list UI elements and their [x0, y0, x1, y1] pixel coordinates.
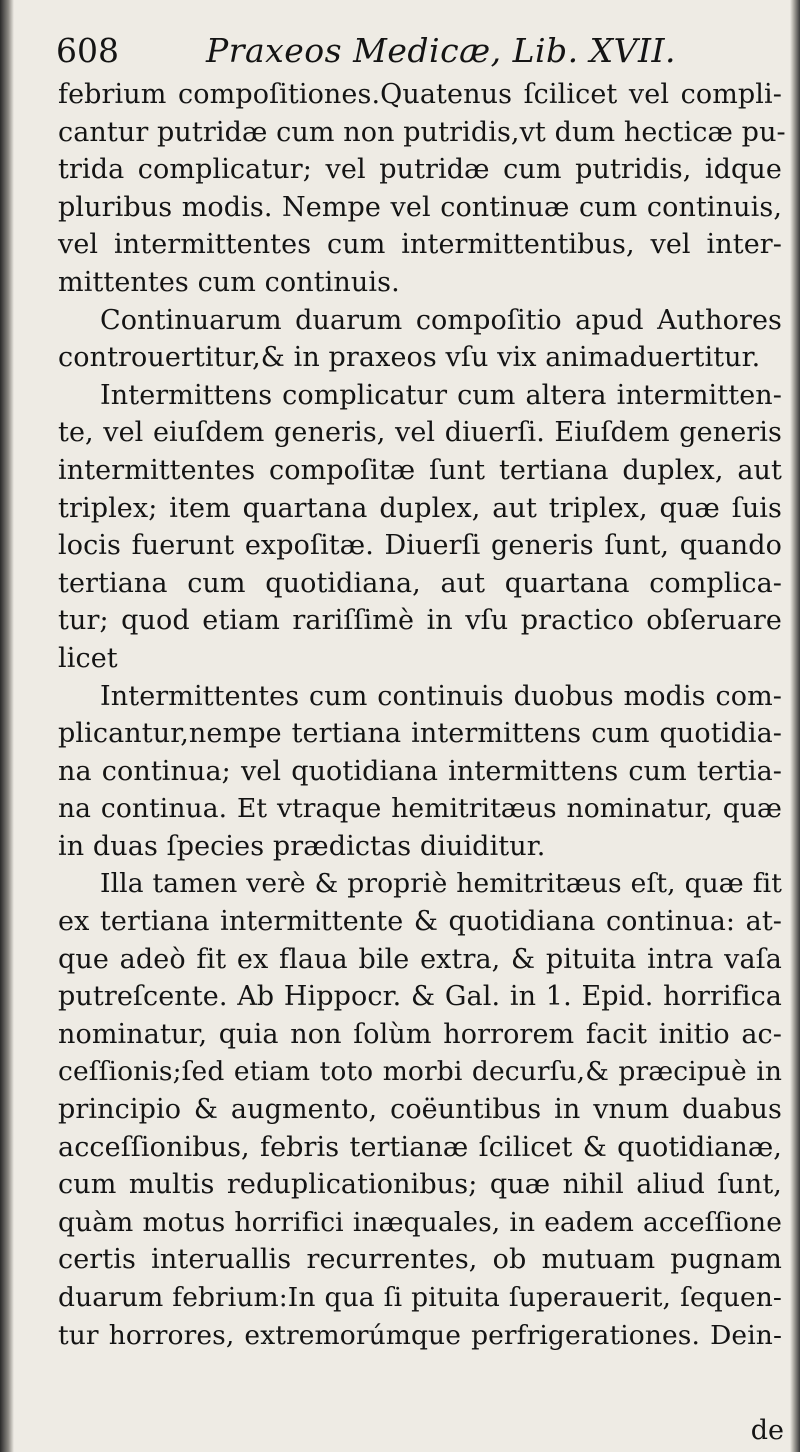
- text-line: Illa tamen verè & propriè hemitritæus eſt, quæ fit: [100, 868, 782, 900]
- text-line: licet: [58, 642, 118, 674]
- text-line: que adeò fit ex flaua bile extra, & pituita intra vaſa: [58, 943, 782, 975]
- text-line: Continuarum duarum compoſitio apud Authores: [100, 304, 782, 336]
- text-line: tur horrores, extremorúmque perfrigerationes. Dein-: [58, 1319, 782, 1351]
- text-line: nominatur, quia non ſolùm horrorem facit initio ac-: [58, 1018, 782, 1050]
- text-line: mittentes cum continuis.: [58, 266, 400, 298]
- body-text: [58, 76, 786, 1354]
- text-line: quàm motus horrifici inæquales, in eadem acceſſione: [58, 1206, 782, 1238]
- page-left-edge: [0, 0, 14, 1452]
- text-line: Intermittentes cum continuis duobus modis com-: [100, 680, 782, 712]
- text-line: intermittentes compoſitæ ſunt tertiana duplex, aut: [58, 454, 782, 486]
- text-line: locis fuerunt expoſitæ. Diuerſi generis ſunt, quando: [58, 530, 782, 562]
- text-line: ceſſionis;ſed etiam toto morbi decurſu,& præcipuè in: [58, 1056, 782, 1088]
- page-number: 608: [56, 31, 119, 70]
- text-line: pluribus modis. Nempe vel continuæ cum continuis,: [58, 191, 782, 223]
- text-line: febrium compoſitiones.Quatenus ſcilicet vel compli-: [58, 79, 782, 110]
- page-header: [56, 28, 776, 74]
- text-line: vel intermittentes cum intermittentibus, vel inter-: [58, 229, 782, 261]
- text-line: controuertitur,& in praxeos vſu vix animaduertitur.: [58, 342, 761, 374]
- text-line: acceſſionibus, febris tertianæ ſcilicet & quotidianæ,: [58, 1131, 782, 1163]
- text-line: tur; quod etiam rariſſimè in vſu practico obſeruare: [58, 605, 782, 637]
- text-line: certis interuallis recurrentes, ob mutuam pugnam: [58, 1244, 782, 1276]
- text-line: principio & augmento, coëuntibus in vnum duabus: [58, 1094, 782, 1126]
- text-line: ex tertiana intermittente & quotidiana continua: at-: [58, 906, 782, 938]
- text-line: Intermittens complicatur cum altera intermitten-: [100, 379, 782, 411]
- text-line: putreſcente. Ab Hippocr. & Gal. in 1. Epid. horrifica: [58, 981, 782, 1013]
- page-right-edge: [790, 0, 800, 1452]
- text-line: in duas ſpecies prædictas diuiditur.: [58, 830, 546, 862]
- text-line: triplex; item quartana duplex, aut triplex, quæ ſuis: [58, 492, 782, 524]
- text-line: plicantur,nempe tertiana intermittens cum quotidia-: [58, 718, 782, 750]
- running-title: Praxeos Medicæ, Lib. XVII.: [206, 31, 677, 70]
- text-line: na continua. Et vtraque hemitritæus nominatur, quæ: [58, 793, 782, 825]
- text-line: cum multis reduplicationibus; quæ nihil aliud ſunt,: [58, 1169, 782, 1201]
- text-line: cantur putridæ cum non putridis,vt dum hecticæ pu-: [58, 116, 786, 148]
- text-line: tertiana cum quotidiana, aut quartana complica-: [58, 567, 782, 599]
- text-line: trida complicatur; vel putridæ cum putridis, idque: [58, 154, 782, 186]
- catchword: de: [750, 1415, 784, 1446]
- text-line: te, vel eiuſdem generis, vel diuerſi. Eiuſdem generis: [58, 417, 782, 449]
- text-line: na continua; vel quotidiana intermittens cum tertia-: [58, 755, 782, 787]
- text-line: duarum febrium:In qua ſi pituita ſuperauerit, ſequen-: [58, 1282, 782, 1313]
